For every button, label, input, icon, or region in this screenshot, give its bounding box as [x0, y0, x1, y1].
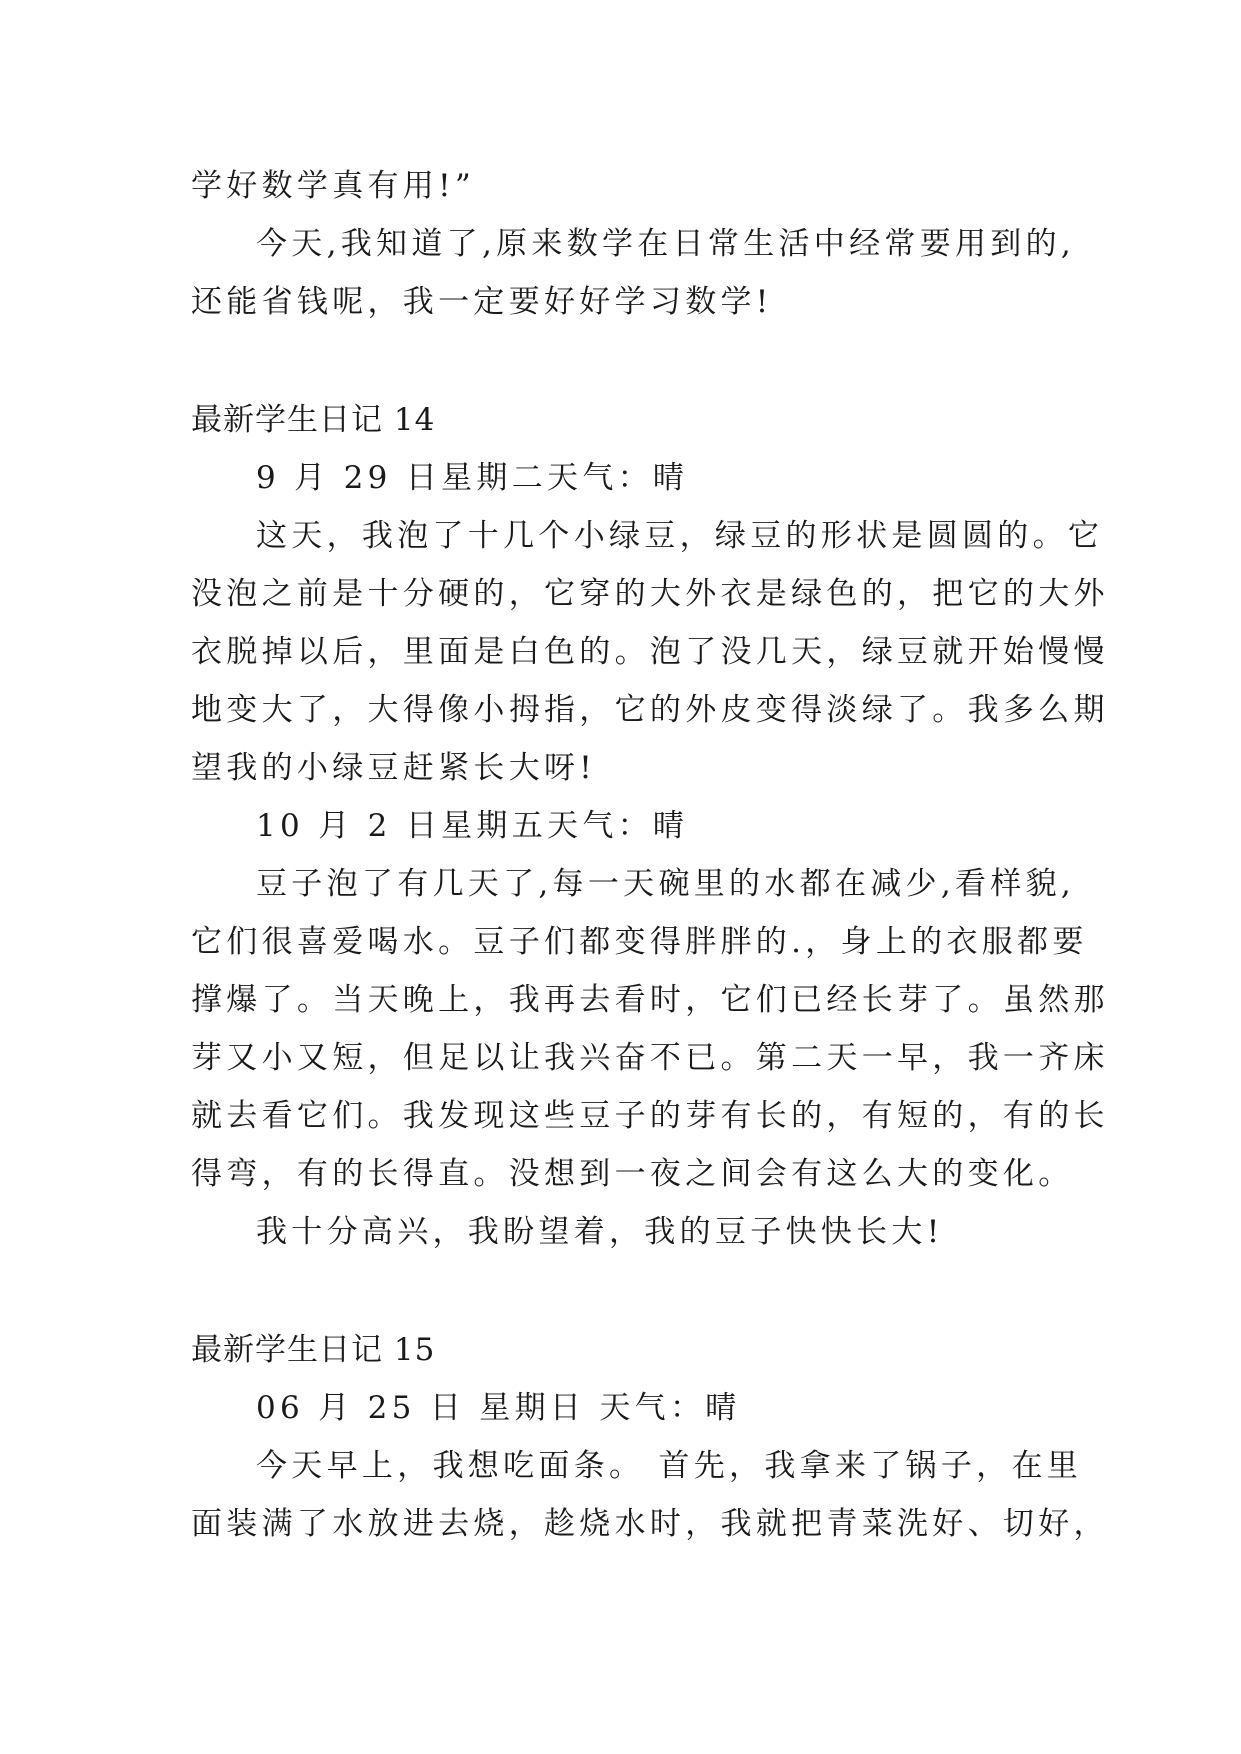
paragraph-line: 撑爆了。当天晚上，我再去看时，它们已经长芽了。虽然那 [191, 982, 1109, 1018]
paragraph-line: 豆子泡了有几天了,每一天碗里的水都在减少,看样貌, [256, 866, 1076, 902]
paragraph-line: 芽又小又短，但足以让我兴奋不已。第二天一早，我一齐床 [191, 1040, 1109, 1076]
paragraph-line: 学好数学真有用!” [191, 168, 476, 204]
paragraph-line: 这天，我泡了十几个小绿豆，绿豆的形状是圆圆的。它 [256, 518, 1104, 554]
paragraph-line: 我十分高兴，我盼望着，我的豆子快快长大! [256, 1214, 944, 1250]
section-heading: 最新学生日记 15 [191, 1332, 436, 1368]
diary-date-line: 10 月 2 日星期五天气：晴 [256, 808, 689, 844]
paragraph-line: 没泡之前是十分硬的，它穿的大外衣是绿色的，把它的大外 [191, 576, 1109, 612]
paragraph-line: 它们很喜爱喝水。豆子们都变得胖胖的.，身上的衣服都要 [191, 924, 1088, 960]
paragraph-line: 就去看它们。我发现这些豆子的芽有长的，有短的，有的长 [191, 1098, 1109, 1134]
paragraph-line: 地变大了，大得像小拇指，它的外皮变得淡绿了。我多么期 [191, 692, 1109, 728]
paragraph-line: 今天,我知道了,原来数学在日常生活中经常要用到的, [256, 226, 1076, 262]
diary-date-line: 9 月 29 日星期二天气：晴 [256, 460, 689, 496]
paragraph-line: 衣脱掉以后，里面是白色的。泡了没几天，绿豆就开始慢慢 [191, 634, 1109, 670]
paragraph-line: 望我的小绿豆赶紧长大呀! [191, 750, 597, 786]
paragraph-line: 面装满了水放进去烧，趁烧水时，我就把青菜洗好、切好， [191, 1506, 1109, 1542]
diary-date-line: 06 月 25 日 星期日 天气：晴 [256, 1390, 741, 1426]
paragraph-line: 还能省钱呢，我一定要好好学习数学! [191, 284, 773, 320]
paragraph-line: 今天早上，我想吃面条。 首先，我拿来了锅子，在里 [256, 1448, 1083, 1484]
paragraph-line: 得弯，有的长得直。没想到一夜之间会有这么大的变化。 [191, 1156, 1074, 1192]
section-heading: 最新学生日记 14 [191, 402, 436, 438]
